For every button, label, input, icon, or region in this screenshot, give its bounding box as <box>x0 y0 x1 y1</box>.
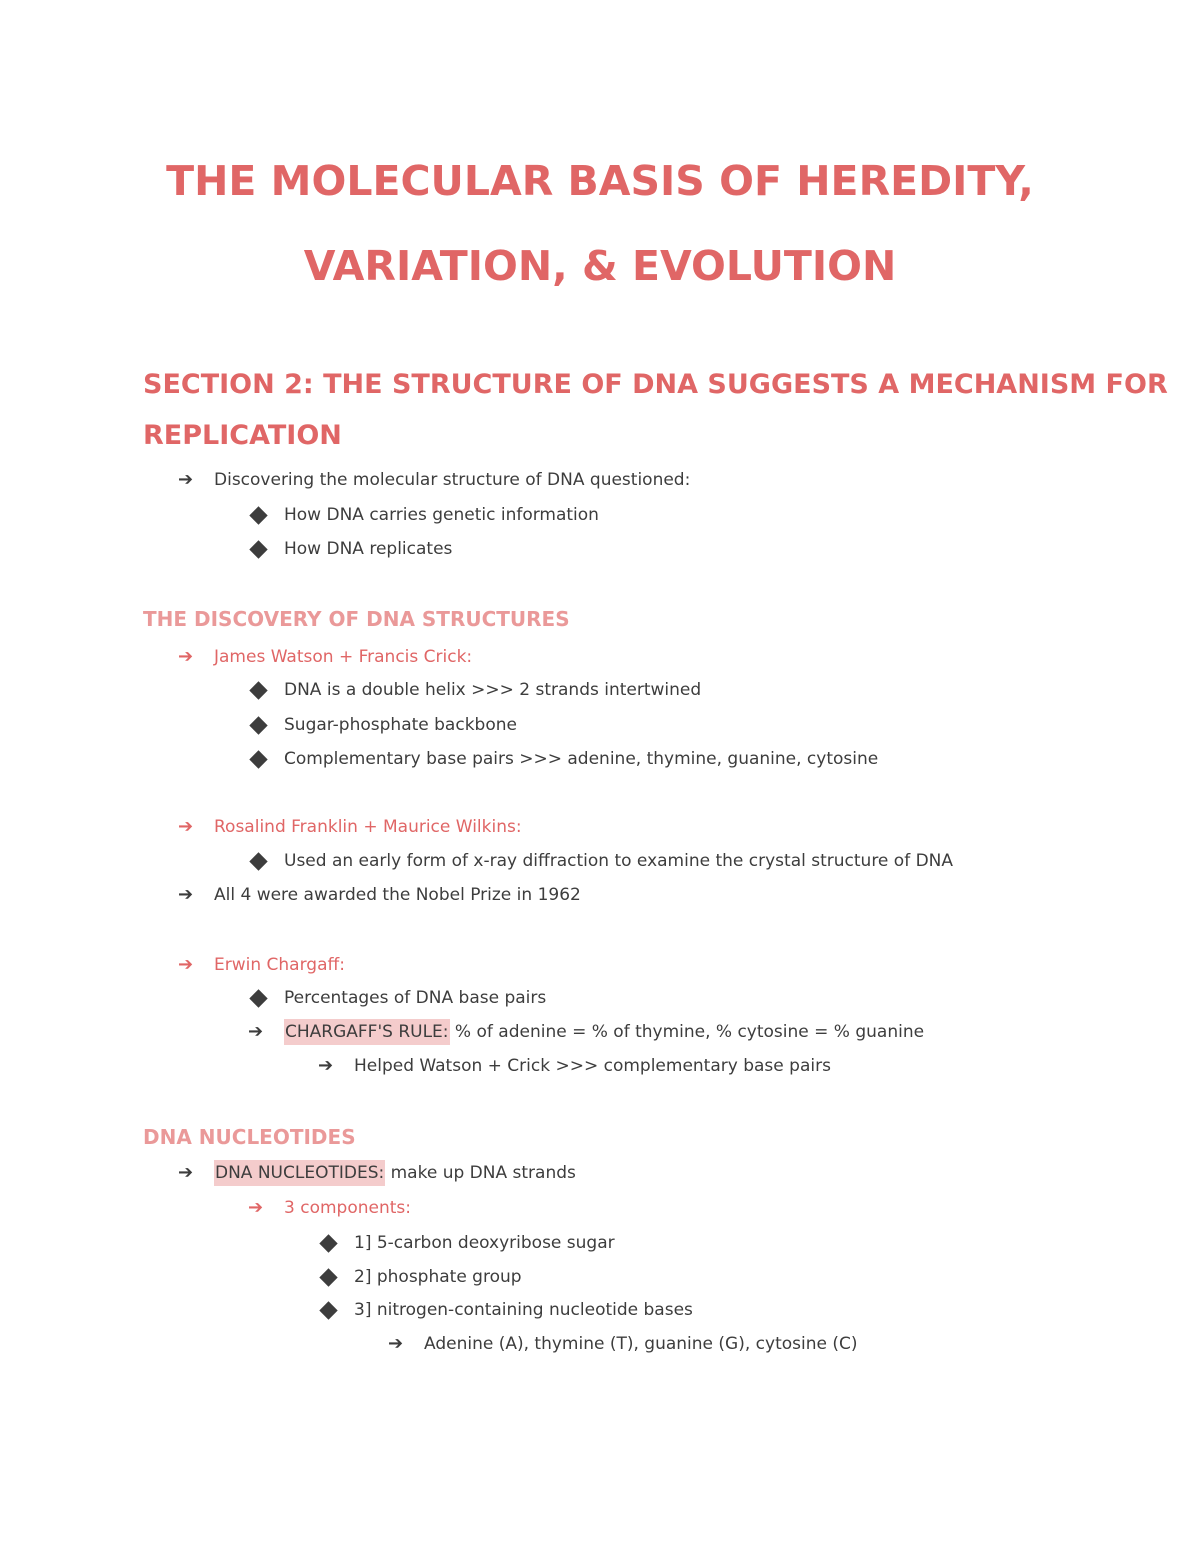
list-item-nucleotides <box>178 1160 576 1186</box>
list-item-subsub <box>388 1331 857 1357</box>
subheading-discovery: THE DISCOVERY OF DNA STRUCTURES <box>143 607 570 631</box>
page-title-line-1: THE MOLECULAR BASIS OF HEREDITY, <box>166 157 1034 205</box>
diamond-bullet-icon <box>249 506 267 524</box>
list-item-text: DNA is a double helix >>> 2 strands intertwined <box>284 680 702 700</box>
list-item-sub <box>248 848 953 874</box>
highlighted-term: CHARGAFF'S RULE: <box>284 1019 450 1045</box>
section-heading-line-2: REPLICATION <box>143 420 342 451</box>
arrow-icon: ➔ <box>248 1021 264 1042</box>
diamond-bullet-icon <box>249 681 267 699</box>
list-item-text: All 4 were awarded the Nobel Prize in 1962 <box>214 885 581 905</box>
arrow-icon: ➔ <box>178 646 194 667</box>
list-item-sub <box>248 677 701 703</box>
list-item-text: 3] nitrogen-containing nucleotide bases <box>354 1300 693 1320</box>
diamond-bullet-icon <box>249 716 267 734</box>
diamond-bullet-icon <box>319 1268 337 1286</box>
list-item-sub <box>248 502 599 528</box>
arrow-icon: ➔ <box>178 884 194 905</box>
highlighted-term: DNA NUCLEOTIDES: <box>214 1160 385 1186</box>
page-title-line-2: VARIATION, & EVOLUTION <box>303 242 897 290</box>
list-item-text: Complementary base pairs >>> adenine, thymine, guanine, cytosine <box>284 749 879 769</box>
diamond-bullet-icon <box>319 1234 337 1252</box>
diamond-bullet-icon <box>249 750 267 768</box>
subheading-nucleotides: DNA NUCLEOTIDES <box>143 1125 356 1149</box>
list-item-text: Erwin Chargaff: <box>214 955 345 975</box>
list-item-components <box>248 1195 411 1221</box>
diamond-bullet-icon <box>249 989 267 1007</box>
list-item-sub <box>318 1230 615 1256</box>
section-heading-line-1: SECTION 2: THE STRUCTURE OF DNA SUGGESTS A MECHANISM FOR <box>143 369 1168 400</box>
list-item-text: Used an early form of x-ray diffraction to examine the crystal structure of DNA <box>284 851 954 871</box>
list-item-text: Helped Watson + Crick >>> complementary base pairs <box>354 1056 831 1076</box>
list-item-text: How DNA carries genetic information <box>284 505 599 525</box>
list-item-chargaff <box>178 952 345 978</box>
list-item-text: Adenine (A), thymine (T), guanine (G), cytosine (C) <box>424 1334 858 1354</box>
list-item-franklin-wilkins <box>178 814 522 840</box>
list-item-sub <box>248 985 546 1011</box>
arrow-icon: ➔ <box>388 1333 404 1354</box>
list-item-text: Discovering the molecular structure of DNA questioned: <box>214 470 691 490</box>
list-item-sub <box>318 1297 693 1323</box>
list-item-text: James Watson + Francis Crick: <box>214 647 473 667</box>
list-item-sub <box>248 712 517 738</box>
list-item-text: Percentages of DNA base pairs <box>284 988 547 1008</box>
list-item-sub <box>318 1264 522 1290</box>
arrow-icon: ➔ <box>178 1162 194 1183</box>
arrow-icon: ➔ <box>248 1197 264 1218</box>
arrow-icon: ➔ <box>318 1055 334 1076</box>
diamond-bullet-icon <box>319 1301 337 1319</box>
list-item-subsub <box>318 1053 831 1079</box>
arrow-icon: ➔ <box>178 954 194 975</box>
diamond-bullet-icon <box>249 540 267 558</box>
diamond-bullet-icon <box>249 852 267 870</box>
list-item-text: 2] phosphate group <box>354 1267 522 1287</box>
list-item-nobel <box>178 882 581 908</box>
list-item-text: Sugar-phosphate backbone <box>284 715 517 735</box>
list-item-intro <box>178 467 690 493</box>
list-item-sub <box>248 746 878 772</box>
list-item-text: make up DNA strands <box>385 1163 576 1183</box>
list-item-text: 3 components: <box>284 1198 411 1218</box>
list-item-text: % of adenine = % of thymine, % cytosine = % guanine <box>449 1022 925 1042</box>
arrow-icon: ➔ <box>178 469 194 490</box>
list-item-sub <box>248 536 452 562</box>
list-item-text: How DNA replicates <box>284 539 453 559</box>
list-item-text: Rosalind Franklin + Maurice Wilkins: <box>214 817 522 837</box>
list-item-chargaff-rule <box>248 1019 924 1045</box>
list-item-text: 1] 5-carbon deoxyribose sugar <box>354 1233 615 1253</box>
arrow-icon: ➔ <box>178 816 194 837</box>
list-item-watson-crick <box>178 644 472 670</box>
